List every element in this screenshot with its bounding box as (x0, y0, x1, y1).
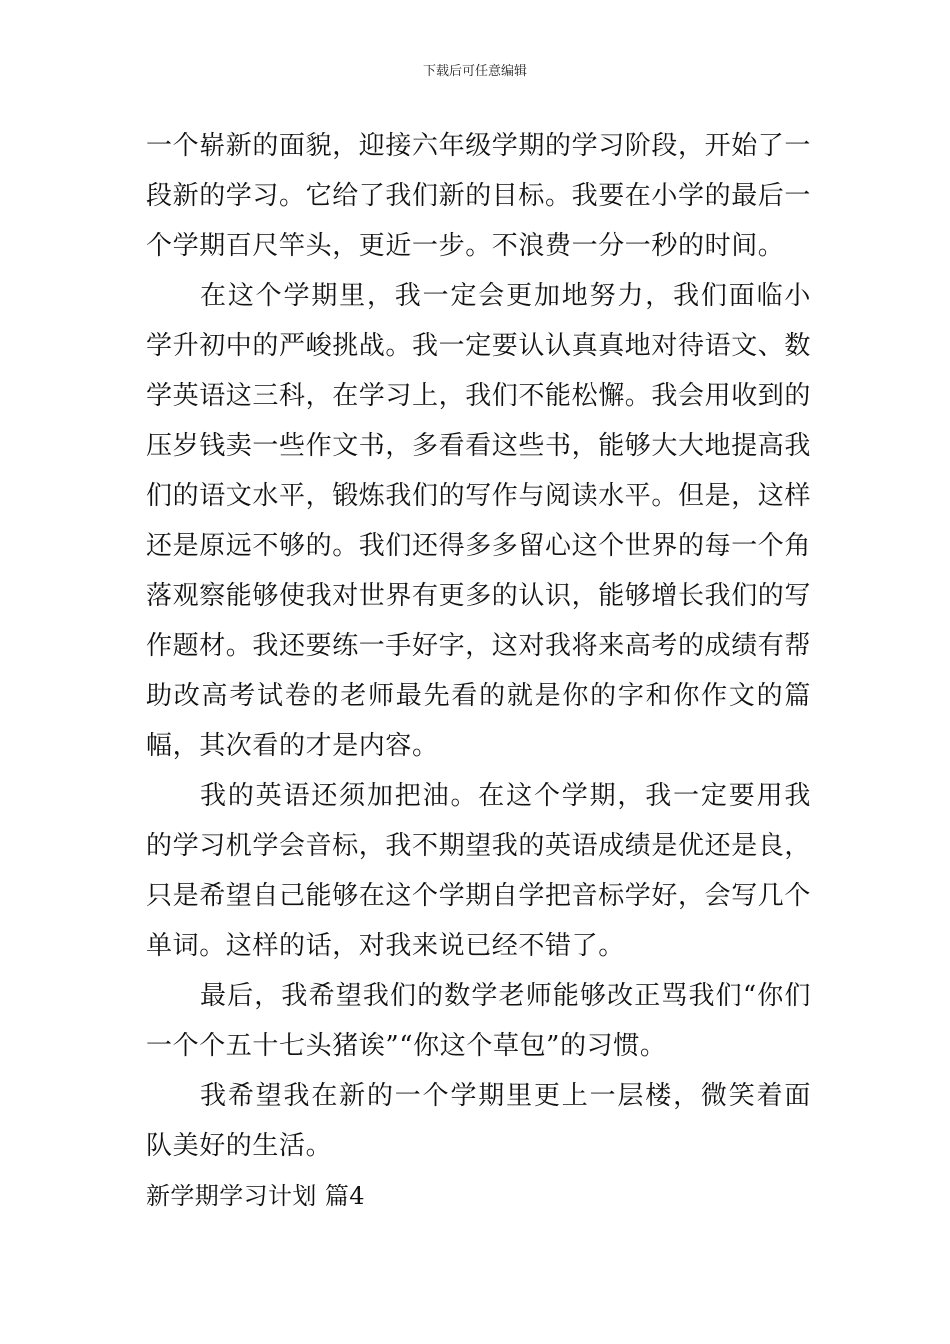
paragraph-math-teacher: 最后，我希望我们的数学老师能够改正骂我们“你们一个个五十七头猪诶”“你这个草包”的习惯。 (146, 981, 811, 1061)
section-heading: 新学期学习计划 篇4 (146, 1182, 365, 1210)
paragraph-english-goal: 我的英语还须加把油。在这个学期，我一定要用我的学习机学会音标，我不期望我的英语成绩是优还是良，只是希望自己能够在这个学期自学把音标学好，会写几个单词。这样的话，对我来说已经不错了。 (146, 781, 812, 961)
document-body (146, 121, 811, 1221)
paragraph-study-effort: 在这个学期里，我一定会更加地努力，我们面临小学升初中的严峻挑战。我一定要认认真真地对待语文、数学英语这三科，在学习上，我们不能松懈。我会用收到的压岁钱卖一些作文书，多看看这些书，能够大大地提高我们的语文水平，锻炼我们的写作与阅读水平。但是，这样还是原远不够的。我们还得多多留心这个世界的每一个角落观察能够使我对世界有更多的认识，能够增长我们的写作题材。我还要练一手好字，这对我将来高考的成绩有帮助改高考试卷的老师最先看的就是你的字和你作文的篇幅，其次看的才是内容。 (146, 281, 812, 761)
page-header-note: 下载后可任意编辑 (422, 64, 527, 79)
paragraph-closing-wish: 我希望我在新的一个学期里更上一层楼，微笑着面队美好的生活。 (146, 1081, 811, 1161)
paragraph-continuation: 一个崭新的面貌，迎接六年级学期的学习阶段，开始了一段新的学习。它给了我们新的目标。我要在小学的最后一个学期百尺竿头，更近一步。不浪费一分一秒的时间。 (146, 131, 812, 261)
